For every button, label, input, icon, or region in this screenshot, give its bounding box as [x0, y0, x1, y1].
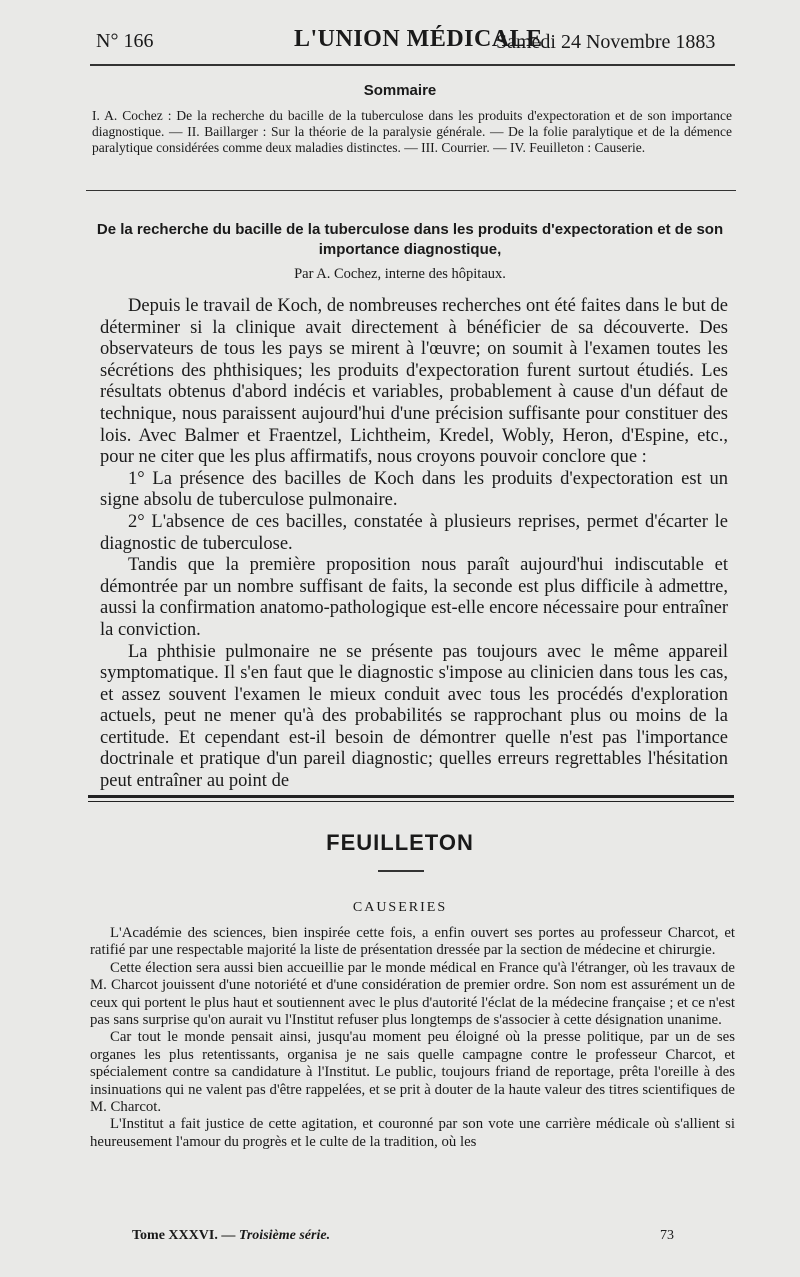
issue-number: N° 166 [96, 30, 154, 52]
article-paragraph: 2° L'absence de ces bacilles, constatée à plusieurs reprises, permet d'écarter le diagnostic de tuberculose. [100, 511, 728, 554]
feuilleton-paragraph: L'Académie des sciences, bien inspirée cette fois, a enfin ouvert ses portes au professeur Charcot, et ratifié par une respectable majorité la liste de présentation dressée par la section de médecine et chirurgie. [90, 925, 735, 959]
article-body [100, 296, 728, 793]
article-paragraph: Tandis que la première proposition nous paraît aujourd'hui indiscutable et démontrée par un nombre suffisant de faits, la seconde est plus difficile à admettre, aussi la confirmation anatomo-pathologique est-elle encore nécessaire pour entraîner la conviction. [100, 555, 728, 640]
sommaire-text: I. A. Cochez : De la recherche du bacille de la tuberculose dans les produits d'expectoration et de son importance diagnostique. — II. Baillarger : Sur la théorie de la paralysie générale. — De la folie paralytique et de la démence paralytique considérées comme deux maladies distinctes. — III. Courrier. — IV. Feuilleton : Causerie. [92, 108, 732, 155]
journal-title: L'UNION MÉDICALE [294, 26, 543, 52]
feuilleton-body [90, 925, 735, 1151]
page-number: 73 [660, 1228, 674, 1243]
sommaire-rule [86, 190, 736, 191]
feuilleton-heading: FEUILLETON [326, 830, 474, 855]
feuilleton-rule [378, 870, 424, 872]
page-header [96, 26, 736, 58]
sommaire-heading: Sommaire [363, 82, 437, 99]
feuilleton-subtitle: CAUSERIES [352, 900, 448, 915]
article-byline: Par A. Cochez, interne des hôpitaux. [294, 266, 506, 282]
feuilleton-paragraph: Car tout le monde pensait ainsi, jusqu'au moment peu éloigné où la presse politique, par un de ses organes les plus retentissants, organisa je ne sais quelle campagne contre le professeur Charcot, et spécialement contre sa candidature à l'Institut. Le public, toujours friand de reportage, prêta l'oreille à des insinuations qui ne valent pas d'être rappelées, et se prit à douter de la haute valeur des titres scientifiques de M. Charcot. [90, 1029, 735, 1116]
footer-volume [132, 1228, 330, 1244]
section-divider [88, 795, 734, 798]
article-paragraph: Depuis le travail de Koch, de nombreuses recherches ont été faites dans le but de déterminer si la clinique avait directement à bénéficier de sa découverte. Des observateurs de tous les pays se mirent à l'œuvre; on soumit à l'examen toutes les sécrétions des phthisiques; les produits d'expectoration furent surtout étudiés. Les résultats obtenus d'abord indécis et variables, probablement à cause d'un défaut de technique, nous paraissent aujourd'hui d'une précision suffisante pour constituer des lois. Avec Balmer et Fraentzel, Lichtheim, Kredel, Wobly, Heron, d'Espine, etc., pour ne citer que les plus affirmatifs, nous croyons pouvoir conclore que : [100, 296, 728, 468]
feuilleton-paragraph: L'Institut a fait justice de cette agitation, et couronné par son vote une carrière médicale où s'allient si heureusement l'amour du progrès et le culte de la tradition, où les [90, 1116, 735, 1150]
article-title: De la recherche du bacille de la tuberculose dans les produits d'expectoration et de son importance diagnostique, [96, 221, 724, 258]
article-paragraph: La phthisie pulmonaire ne se présente pas toujours avec le même appareil symptomatique. Il s'en faut que le diagnostic s'impose au clinicien dans tous les cas, et assez souvent l'examen le mieux conduit avec tous les procédés d'exploration actuels, peut ne mener qu'à des probabilités se rapprochant plus ou moins de la certitude. Et cependant est-il besoin de démontrer quelle n'est pas l'importance doctrinale et pratique d'un pareil diagnostic; quelles erreurs regrettables l'hésitation peut entraîner au point de [100, 641, 728, 792]
article-paragraph: 1° La présence des bacilles de Koch dans les produits d'expectoration est un signe absolu de tuberculose pulmonaire. [100, 468, 728, 511]
header-rule [90, 64, 735, 66]
section-divider-thin [88, 801, 734, 802]
feuilleton-paragraph: Cette élection sera aussi bien accueillie par le monde médical en France qu'à l'étranger, où les travaux de M. Charcot jouissent d'une notoriété et d'une considération de premier ordre. Son nom est assurément un de ceux qui portent le plus haut et soutiennent avec le plus d'autorité l'éclat de la médecine française ; et ce n'est pas sans surprise qu'on aurait vu l'Institut refuser plus longtemps de s'associer à cette désignation unanime. [90, 959, 735, 1029]
footer-volume-label: Tome XXXVI. — [132, 1228, 236, 1243]
issue-date: Samedi 24 Novembre 1883 [496, 31, 716, 53]
footer-series: Troisième série. [238, 1228, 331, 1243]
